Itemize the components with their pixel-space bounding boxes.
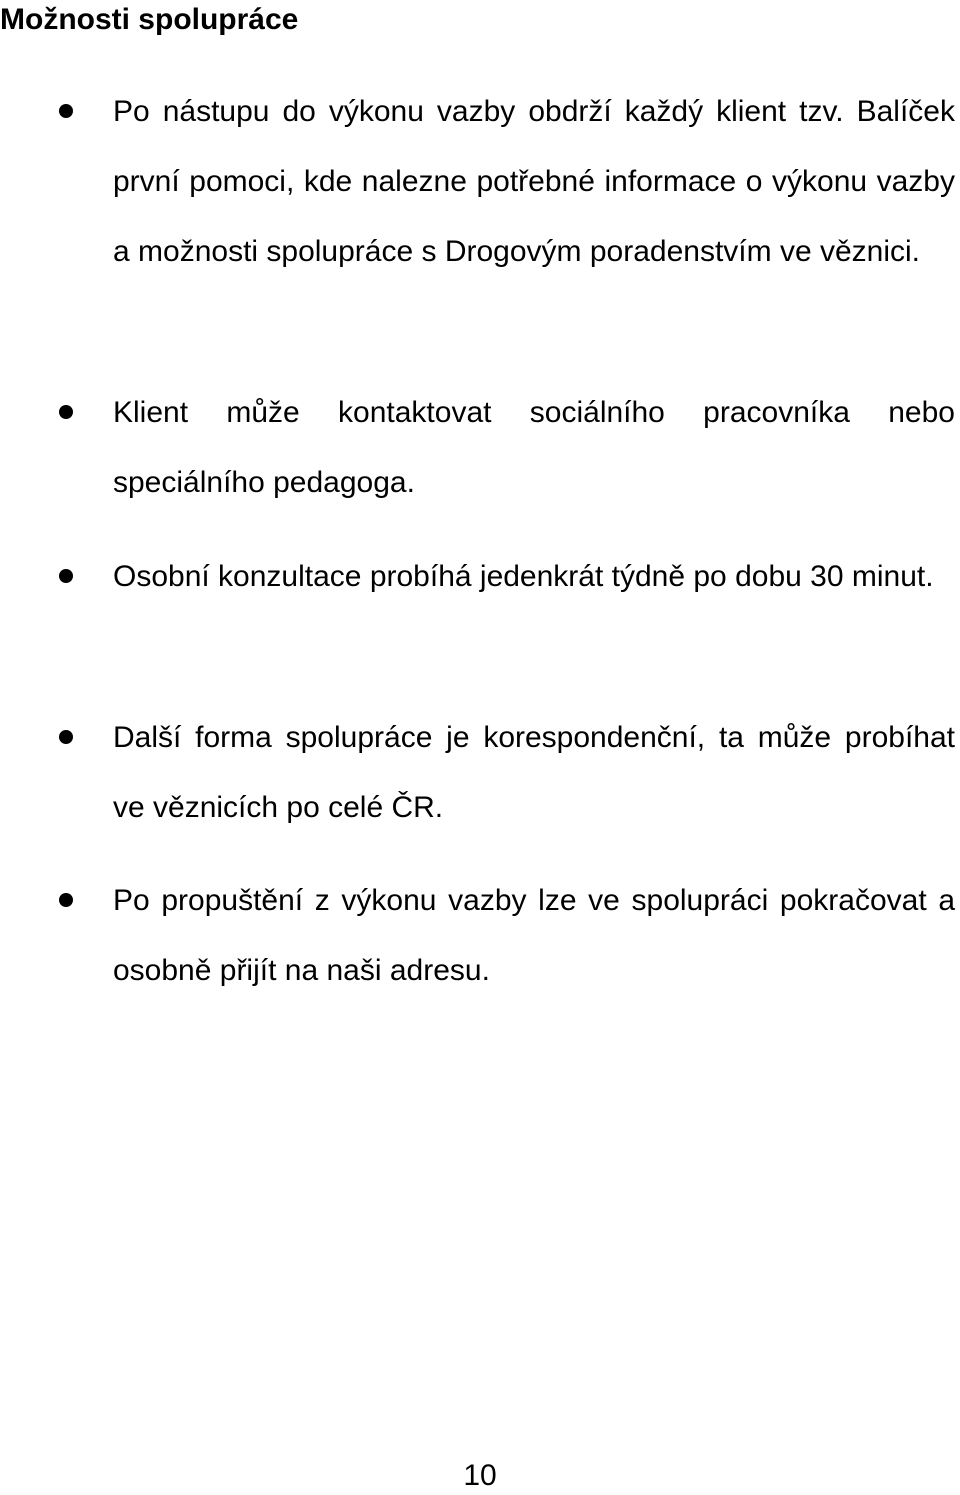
page-number: 10	[463, 1459, 497, 1492]
list-item-text: Osobní konzultace probíhá jedenkrát týdně po dobu 30 minut.	[113, 560, 934, 593]
list-item	[113, 866, 955, 1006]
list-item-text: Po nástupu do výkonu vazby obdrží každý klient tzv. Balíček první pomoci, kde nalezne potřebné informace o výkonu vazby a možnosti spolupráce s Drogovým poradenstvím ve věznici.	[113, 95, 955, 268]
list-item-text: Po propuštění z výkonu vazby lze ve spolupráci pokračovat a osobně přijít na naši adresu.	[113, 884, 955, 987]
bullet-icon	[59, 104, 73, 118]
list-item-text: Další forma spolupráce je korespondenční, ta může probíhat ve věznicích po celé ČR.	[113, 721, 955, 824]
list-item-text: Klient může kontaktovat sociálního pracovníka nebo speciálního pedagoga.	[113, 396, 955, 499]
bullet-icon	[59, 405, 73, 419]
page-heading: Možnosti spolupráce	[0, 3, 299, 36]
list-item	[113, 77, 955, 287]
bullet-icon	[59, 893, 73, 907]
bullet-icon	[59, 730, 73, 744]
list-item	[113, 542, 955, 612]
bullet-icon	[59, 569, 73, 583]
list-item	[113, 703, 955, 843]
list-item	[113, 378, 955, 518]
